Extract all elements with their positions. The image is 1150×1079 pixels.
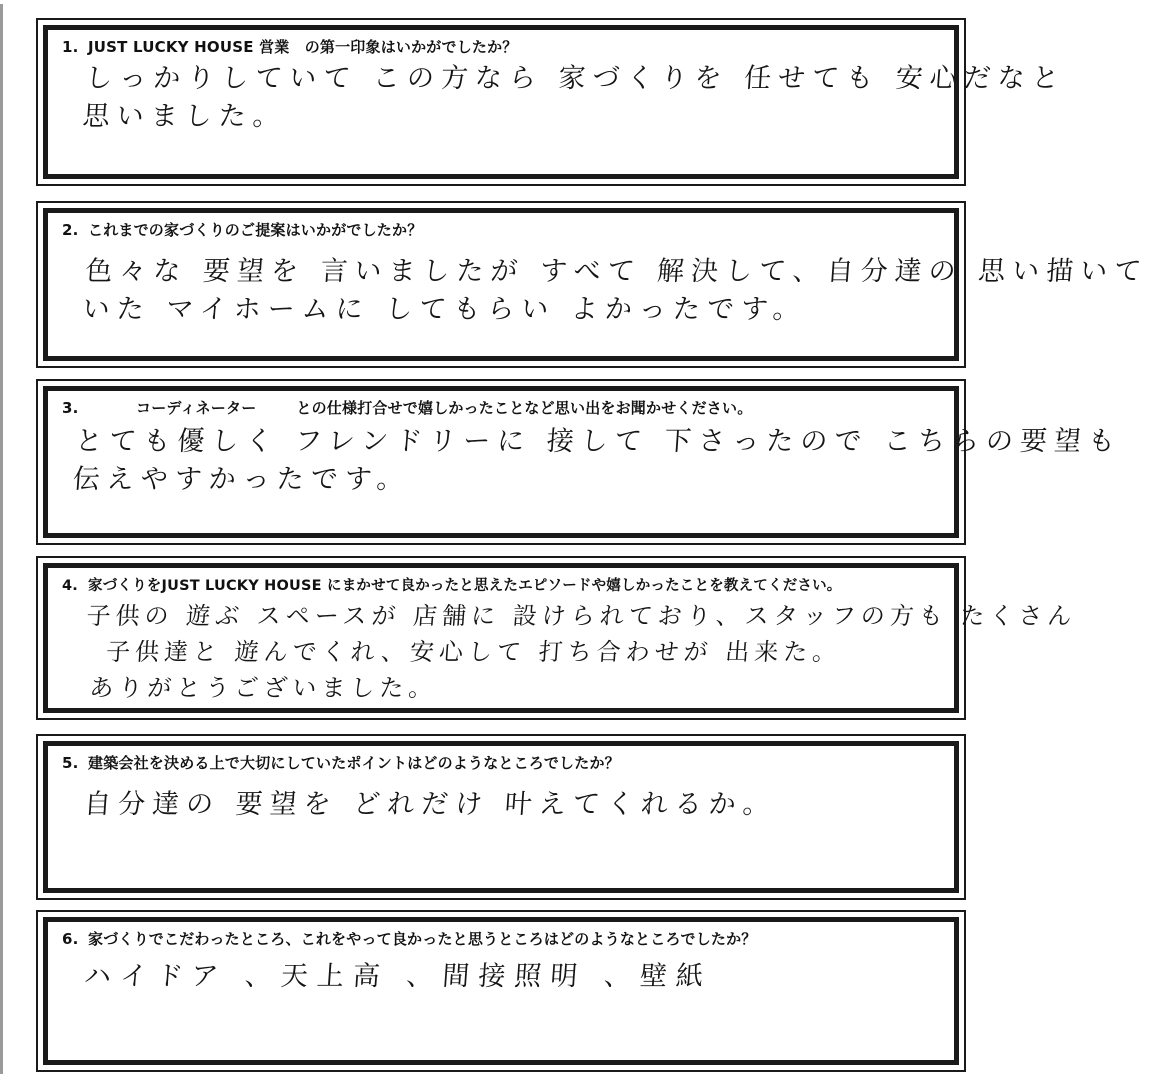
question-5-answer (83, 786, 936, 824)
answer-line: 子供の 遊ぶ スペースが 店舗に 設けられており、スタッフの方も たくさん (85, 602, 1078, 630)
question-2-box (36, 201, 1150, 368)
question-1-answer (81, 60, 1067, 136)
question-3-coordinator-name: コーディネーター (136, 399, 257, 417)
question-1-number: 1. (62, 38, 79, 56)
answer-line: しっかりしていて この方なら 家づくりを 任せても 安心だなと (84, 63, 1067, 94)
answer-line: ありがとうございました。 (88, 674, 439, 702)
question-4-number: 4. (62, 578, 78, 594)
scan-edge-mark (0, 4, 3, 1074)
question-4-text: 家づくりをJUST LUCKY HOUSE にまかせて良かったと思えたエピソードや嬉しかったことを教えてください。 (88, 578, 842, 594)
answer-line: 色々な 要望を 言いましたが すべて 解決して、自分達の 思い描いて (84, 256, 1150, 287)
question-5-frame (43, 741, 959, 893)
answer-line: とても優しく フレンドリーに 接して 下さったので こちらの要望も (74, 426, 1124, 457)
question-2-text: これまでの家づくりのご提案はいかがでしたか？ (88, 221, 423, 239)
question-4-frame (43, 563, 1078, 713)
answer-line: 自分達の 要望を どれだけ 叶えてくれるか。 (82, 789, 778, 820)
answer-line: 思いました。 (81, 101, 288, 132)
question-5-number: 5. (62, 754, 79, 772)
question-6-frame (43, 917, 959, 1065)
question-6-answer (83, 958, 936, 996)
answer-line: 伝えやすかったです。 (71, 464, 412, 495)
question-4-box (36, 556, 1078, 720)
question-1-box (36, 18, 1067, 186)
question-3-box (36, 379, 1124, 545)
question-1-text: JUST LUCKY HOUSE 営業 の第一印象はいかがでしたか？ (88, 38, 518, 56)
question-2-answer (81, 253, 1150, 329)
question-6-box (36, 910, 966, 1072)
question-3-frame (43, 386, 1124, 538)
question-4-answer (80, 598, 1078, 706)
question-3-prompt (62, 397, 752, 418)
question-1-prompt (62, 36, 518, 57)
question-4-prompt (62, 574, 842, 595)
question-5-text: 建築会社を決める上で大切にしていたポイントはどのようなところでしたか？ (88, 754, 620, 772)
question-6-number: 6. (62, 930, 79, 948)
answer-line: ハイドア 、天上高 、間接照明 、壁紙 (82, 961, 714, 992)
question-3-answer (71, 423, 1124, 499)
question-2-frame (43, 208, 1150, 361)
question-2-number: 2. (62, 221, 79, 239)
question-3-text: との仕様打合せで嬉しかったことなど思い出をお聞かせください。 (296, 399, 753, 417)
question-3-number: 3. (62, 399, 79, 417)
question-5-box (36, 734, 966, 900)
question-5-prompt (62, 752, 620, 773)
question-2-prompt (62, 219, 422, 240)
answer-line: いた マイホームに してもらい よかったです。 (81, 294, 808, 325)
question-6-prompt (62, 928, 757, 949)
answer-line: 子供達と 遊んでくれ、安心して 打ち合わせが 出来た。 (105, 638, 843, 666)
question-1-frame (43, 25, 1067, 179)
question-6-text: 家づくりでこだわったところ、これをやって良かったと思うところはどのようなところでしたか？ (88, 930, 757, 948)
